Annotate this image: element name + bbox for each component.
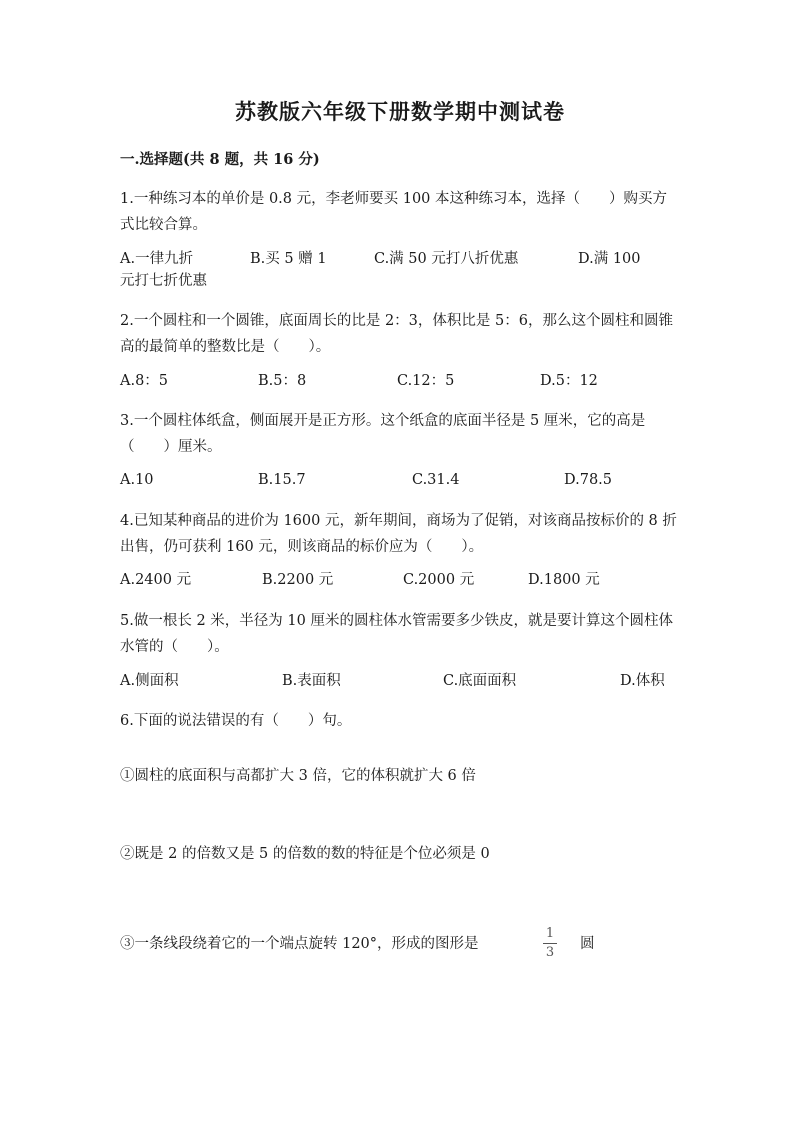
question-2-option-c: C.12：5 — [397, 373, 455, 389]
fraction-denominator: 3 — [545, 945, 555, 960]
fraction-numerator: 1 — [545, 926, 555, 941]
question-4-text: 4.已知某种商品的进价为 1600 元，新年期间，商场为了促销，对该商品按标价的 8 折出售，仍可获利 160 元，则该商品的标价应为（ ）。 — [120, 513, 677, 555]
question-3-option-c: C.31.4 — [412, 472, 460, 488]
question-5-option-d: D.体积 — [620, 673, 665, 689]
question-2-text: 2.一个圆柱和一个圆锥，底面周长的比是 2：3，体积比是 5：6，那么这个圆柱和圆锥高的最简单的整数比是（ ）。 — [120, 313, 673, 355]
question-5-text: 5.做一根长 2 米，半径为 10 厘米的圆柱体水管需要多少铁皮，就是要计算这个圆柱体水管的（ ）。 — [120, 613, 673, 655]
question-1-option-a: A.一律九折 — [120, 251, 194, 267]
question-3-option-b: B.15.7 — [258, 472, 306, 488]
question-5-option-c: C.底面面积 — [443, 673, 517, 689]
page-title: 苏教版六年级下册数学期中测试卷 — [235, 99, 565, 124]
fraction-bar — [543, 943, 557, 944]
question-1-option-d-continued: 元打七折优惠 — [120, 273, 207, 289]
question-1-text: 1.一种练习本的单价是 0.8 元，李老师要买 100 本这种练习本，选择（ ）购买方式比较合算。 — [120, 191, 668, 233]
question-4-option-c: C.2000 元 — [403, 572, 475, 588]
one-third-fraction — [543, 926, 557, 961]
question-6-statement-3: ③一条线段绕着它的一个端点旋转 120°，形成的图形是 — [120, 936, 479, 952]
question-1-option-c: C.满 50 元打八折优惠 — [374, 251, 519, 267]
question-4-option-b: B.2200 元 — [262, 572, 334, 588]
question-4-option-d: D.1800 元 — [528, 572, 600, 588]
question-1-option-d: D.满 100 — [578, 251, 641, 267]
question-1-option-b: B.买 5 赠 1 — [250, 251, 327, 267]
section-heading: 一.选择题(共 8 题，共 16 分) — [120, 151, 320, 168]
question-6-statement-2: ②既是 2 的倍数又是 5 的倍数的数的特征是个位必须是 0 — [120, 846, 490, 862]
question-6-text: 6.下面的说法错误的有（ ）句。 — [120, 713, 352, 729]
question-3-text: 3.一个圆柱体纸盒，侧面展开是正方形。这个纸盒的底面半径是 5 厘米，它的高是（ ）厘米。 — [120, 413, 646, 455]
question-2-option-d: D.5：12 — [540, 373, 598, 389]
question-3-option-a: A.10 — [120, 472, 154, 488]
question-6-statement-3-tail: 圆 — [580, 936, 595, 952]
question-2-option-b: B.5：8 — [258, 373, 307, 389]
question-3-option-d: D.78.5 — [564, 472, 613, 488]
question-5-option-a: A.侧面积 — [120, 673, 179, 689]
question-6-statement-1: ①圆柱的底面积与高都扩大 3 倍，它的体积就扩大 6 倍 — [120, 768, 476, 784]
question-4-option-a: A.2400 元 — [120, 572, 192, 588]
question-2-option-a: A.8：5 — [120, 373, 169, 389]
question-5-option-b: B.表面积 — [282, 673, 341, 689]
